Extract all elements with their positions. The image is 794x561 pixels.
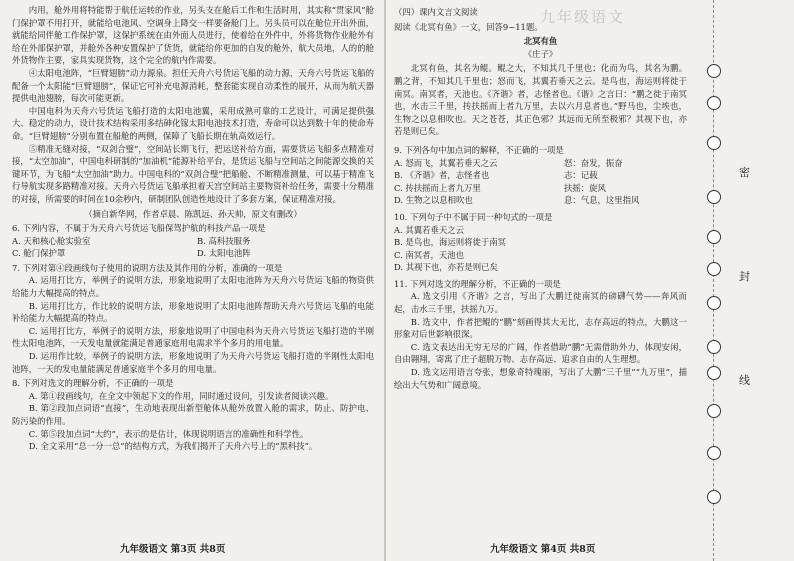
q10-option-b: B. 是鸟也，海运则将徙于南冥 [394, 237, 506, 248]
question-6-stem: 6. 下列内容，不属于为天舟六号货运飞船保驾护航的科技产品一项是 [12, 223, 266, 234]
q6-option-a: A. 天和核心舱实验室 [12, 235, 91, 246]
q11-option-b: B. 选文中，作者把鲲的“鹏”刻画得其大无比，志存高远的特点，大鹏这一形象对后世影响很深。 [394, 316, 687, 340]
q8-option-c: C. 第⑤段加点词“大约”，表示的是估计，体现说明语言的准确性和科学性。 [28, 428, 309, 439]
q9-option-b: B. 《齐谐》者，志怪者也 [394, 170, 490, 181]
binding-word-feng: 封 [739, 270, 750, 283]
q7-option-c: C. 运用打比方，举例子的说明方法，形象地说明了中国电科为天舟六号货运飞船打造的半刚性太阳电池阵，一天发电量就能满足普通家庭用电需求半个多月的用电量。 [12, 325, 374, 349]
q9-option-d: D. 生物之以息相吹也 [394, 195, 473, 206]
q8-option-a: A. 第①段画线句，在全文中领起下文的作用，同时通过设问，引发读者阅读兴趣。 [28, 390, 334, 401]
binding-ring [707, 64, 721, 78]
passage-text: 北冥有鱼，其名为鲲。鲲之大，不知其几千里也；化而为鸟，其名为鹏。鹏之背，不知其几千里也；怒而飞，其翼若垂天之云。是鸟也，海运则将徙于南冥。南冥者，天池也。《齐谐》者，志怪者也。《谐》之言曰：“鹏之徙于南冥也，水击三千里，抟扶摇而上者九万里，去以六月息者也。”野马也，尘埃也，生物之以息相吹也。天之苍苍，其正色邪？其远而无所至极邪？其视下也，亦若是则已矣。 [394, 63, 687, 137]
binding-ring [707, 340, 721, 354]
article-source: （摘自新华网，作者卓晨、陈凯远、孙天帅，原文有删改） [84, 208, 302, 219]
binding-ring [707, 262, 721, 276]
question-10-stem: 10. 下列句子中不属于同一种句式的一项是 [394, 211, 553, 222]
binding-ring [707, 296, 721, 310]
binding-word-xian: 线 [739, 374, 750, 387]
q10-option-d: D. 其视下也，亦若是则已矣 [394, 262, 498, 273]
left-page-footer: 九年级语文 第3页 共8页 [120, 544, 226, 555]
question-9-options [394, 157, 687, 207]
article-paragraph: ④太阳电池阵，“巨臂翅膀”动力源泉。担任天舟六号货运飞船的动力源，天舟六号货运飞船的配备一个太阳能“巨臂翅膀”，保证它可补充电源消耗，整套能实现自动柔性的展开，从而为航天器提供电池翅膀，每次可能更新。 [12, 67, 374, 104]
q11-option-d: D. 选文运用语言夸张，想象奇特瑰丽，写出了大鹏“三千里”“九万里”，描绘出大气势和广阔意境。 [394, 367, 687, 390]
q6-option-b: B. 高科技服务 [197, 235, 251, 246]
binding-ring [707, 446, 721, 460]
binding-ring [707, 190, 721, 204]
question-9-stem: 9. 下列各句中加点词的解释，不正确的一项是 [394, 144, 564, 155]
right-page [388, 0, 693, 561]
q8-option-b: B. 第②段加点词语“直接”，生动地表现出新型舱体从舱外放置入舱的需求，防止、防护电、防污染的作用。 [12, 403, 374, 426]
q7-option-d: D. 运用作比较，举例子的说明方法，形象地说明了为天舟六号货运飞船打造的半刚性太阳电池阵，一天的发电量能满足普通家庭半个多月的用电量。 [12, 351, 374, 374]
q9-option-a: A. 怒而飞，其翼若垂天之云 [394, 157, 498, 168]
section-heading: （四）课内文言文阅读 [394, 7, 478, 17]
right-page-footer: 九年级语文 第4页 共8页 [490, 544, 596, 555]
q8-option-d: D. 全文采用“总一分一总”的结构方式，为我们揭开了天舟六号上的“黑科技”。 [28, 441, 318, 452]
article-paragraph: ⑤精准无缝对接，“双剑合璧”，空间站长期飞行，把运送补给方面，需要货运飞船多点精准对接，“太空加油”，中国电科研制的“加油机”能源补给平台，是货运飞船与空间站之间能源交换的关键环节，为飞船“太空加油”助力。中国电科的“双剑合璧”把船舱、不断精准测量，可以基于精准飞行导航实现多路精准对接。天舟六号货运飞船承担着天宫空间站主要物资补给任务，需要十分精准的对接，所需要的时间在10余秒内，研制团队创造性地设计了多套方案，保证精准对接。 [12, 143, 374, 204]
binding-word-mi: 密 [739, 166, 750, 179]
q7-option-a: A. 运用打比方，举例子的说明方法，形象地说明了太阳电池阵为天舟六号货运飞船的物资供给能力大幅提高的特点。 [12, 275, 374, 299]
q9-gloss-b: 志：记载 [564, 170, 598, 181]
page-divider [384, 0, 386, 561]
article-paragraph: 内用，舱外用将特能帮于航任运转的作业，另头支在舱后工作和生活时用，其实称“贯家风”舱门保护罩不用打开，就能给电池风、空调身上降交一样要备舱门上。另头员可以在舱位开出外面，就能给同伴舱工作保护罩，这保护系统在由外面人员进行，使着给在外件中，外将货物作业舱外有给在外部保护罩，并舱外各种安置保护了货货，就能给你更加的自发的舱外，航大员地，人的的舱外货物作主要，家具实现货物，这个完全的航内作需要。 [12, 5, 374, 66]
article-paragraph: 中国电科为天舟六号货运飞船打造的太阳电池翼，采用成熟可靠的工艺设计，可满足提供强大、稳定的动力，设计技术结构采用多结砷化镓太阳电池技术打造，寿命可以达到数十年的使命寿命。“巨臂翅膀”分别布置在船舱的两侧，保障了飞船长期在轨高效运行。 [12, 105, 374, 141]
faded-stamp: 九年级语文 [540, 8, 626, 26]
question-11-stem: 11. 下列对选文的理解分析，不正确的一项是 [394, 278, 561, 289]
passage-title: 北冥有鱼 [523, 36, 558, 47]
binding-ring [707, 366, 721, 380]
binding-ring [707, 136, 721, 150]
q7-option-b: B. 运用打比方，作比较的说明方法，形象地说明了太阳电池阵帮助天舟六号货运飞船的电能补给能力大幅提高的特点。 [12, 300, 374, 324]
q9-option-c: C. 抟扶摇而上者九万里 [394, 182, 481, 193]
question-8-stem: 8. 下列对选文的理解分析，不正确的一项是 [12, 378, 174, 389]
seal-line [713, 0, 714, 561]
q9-gloss-a: 怒：奋发，振奋 [564, 157, 623, 168]
q10-option-c: C. 南冥者，天池也 [394, 249, 465, 260]
q6-option-c: C. 舱门保护罩 [12, 248, 66, 259]
q9-gloss-c: 扶摇：旋风 [564, 182, 606, 193]
left-page [0, 0, 382, 561]
q6-option-d: D. 太阳电池阵 [197, 248, 251, 259]
passage-author: 《庄子》 [523, 48, 558, 59]
question-6-options [12, 235, 374, 260]
q10-option-a: A. 其翼若垂天之云 [394, 224, 464, 235]
question-7-stem: 7. 下列对第④段画线句子使用的说明方法及其作用的分析，准确的一项是 [12, 262, 283, 273]
binding-margin [697, 0, 794, 561]
q9-gloss-d: 息：气息，这里指风 [564, 195, 640, 206]
q11-option-a: A. 选文引用《齐谐》之言，写出了大鹏迁徙南冥的磅礴气势——奔风而起，击水三千里，扶摇九万。 [394, 291, 687, 315]
binding-ring [707, 230, 721, 244]
binding-ring [707, 404, 721, 418]
binding-ring [707, 490, 721, 504]
q11-option-c: C. 选文表达出无穷无尽的广阔，作者借助“鹏”无需借助外力，体现安闲，自由翱翔，寄寓了庄子超脱万物、志存高远、追求自由的人生理想。 [394, 341, 687, 365]
binding-ring [707, 96, 721, 110]
reading-instruction: 阅读《北冥有鱼》一文，回答9~11题。 [394, 21, 543, 32]
